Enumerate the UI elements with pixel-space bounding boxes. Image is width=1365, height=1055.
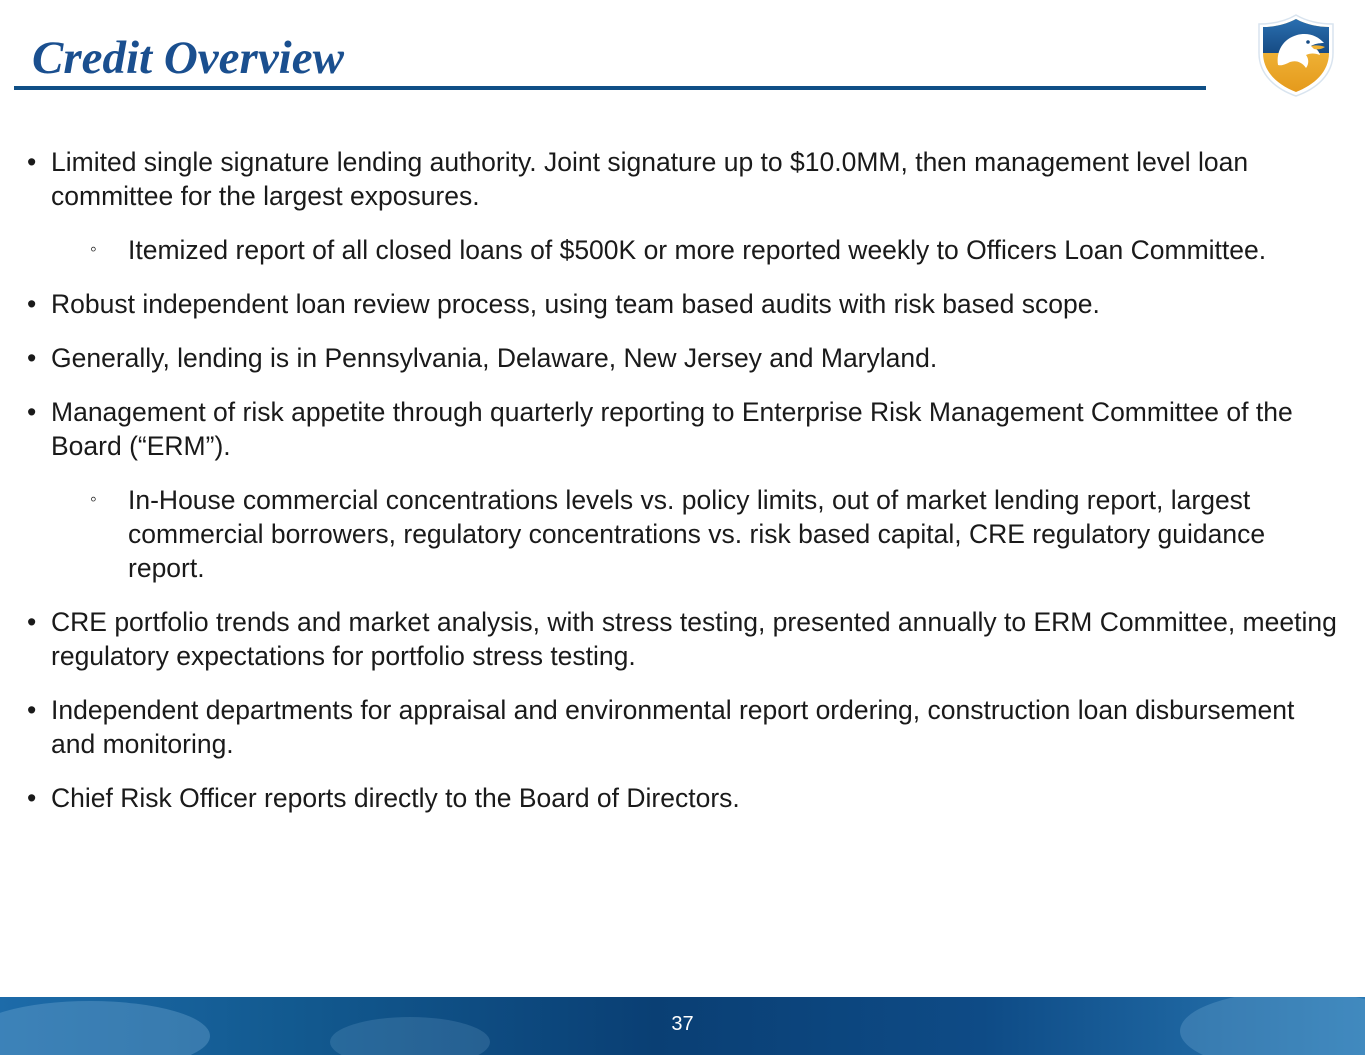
bullet-text: Chief Risk Officer reports directly to the Board of Directors. <box>51 783 740 813</box>
sub-bullet-item <box>0 483 1345 585</box>
footer-band <box>0 997 1365 1055</box>
sub-bullet-marker: ◦ <box>90 239 97 260</box>
bullet-marker: • <box>27 397 37 427</box>
bullet-list <box>0 145 1345 835</box>
title-underline <box>14 86 1206 90</box>
bullet-marker: • <box>27 343 37 373</box>
bullet-text: CRE portfolio trends and market analysis, with stress testing, presented annually to ERM Committee, meeting regulatory expectations for portfolio stress testing. <box>51 607 1337 671</box>
bullet-item <box>0 287 1345 321</box>
bullet-marker: • <box>27 607 37 637</box>
bullet-item <box>0 395 1345 463</box>
bullet-marker: • <box>27 147 37 177</box>
eagle-shield-icon <box>1256 13 1336 97</box>
bullet-marker: • <box>27 783 37 813</box>
bullet-text: Robust independent loan review process, using team based audits with risk based scope. <box>51 289 1100 319</box>
sub-bullet-text: In-House commercial concentrations levels vs. policy limits, out of market lending report, largest commercial borrowers, regulatory concentrations vs. risk based capital, CRE regulatory guidance report. <box>128 485 1266 583</box>
bullet-text: Independent departments for appraisal and environmental report ordering, construction loan disbursement and monitoring. <box>51 695 1295 759</box>
page-number: 37 <box>671 1013 694 1035</box>
slide-title: Credit Overview <box>32 32 344 84</box>
bullet-text: Limited single signature lending authority. Joint signature up to $10.0MM, then management level loan committee for the largest exposures. <box>51 147 1249 211</box>
bullet-text: Management of risk appetite through quarterly reporting to Enterprise Risk Management Committee of the Board (“ERM”). <box>51 397 1293 461</box>
bullet-item <box>0 781 1345 815</box>
bullet-item <box>0 605 1345 673</box>
sub-bullet-text: Itemized report of all closed loans of $500K or more reported weekly to Officers Loan Committee. <box>128 235 1267 265</box>
bullet-item <box>0 341 1345 375</box>
bullet-item <box>0 145 1345 213</box>
bullet-text: Generally, lending is in Pennsylvania, Delaware, New Jersey and Maryland. <box>51 343 938 373</box>
bullet-marker: • <box>27 695 37 725</box>
sub-bullet-marker: ◦ <box>90 489 97 510</box>
sub-bullet-item <box>0 233 1345 267</box>
bullet-item <box>0 693 1345 761</box>
bullet-marker: • <box>27 289 37 319</box>
